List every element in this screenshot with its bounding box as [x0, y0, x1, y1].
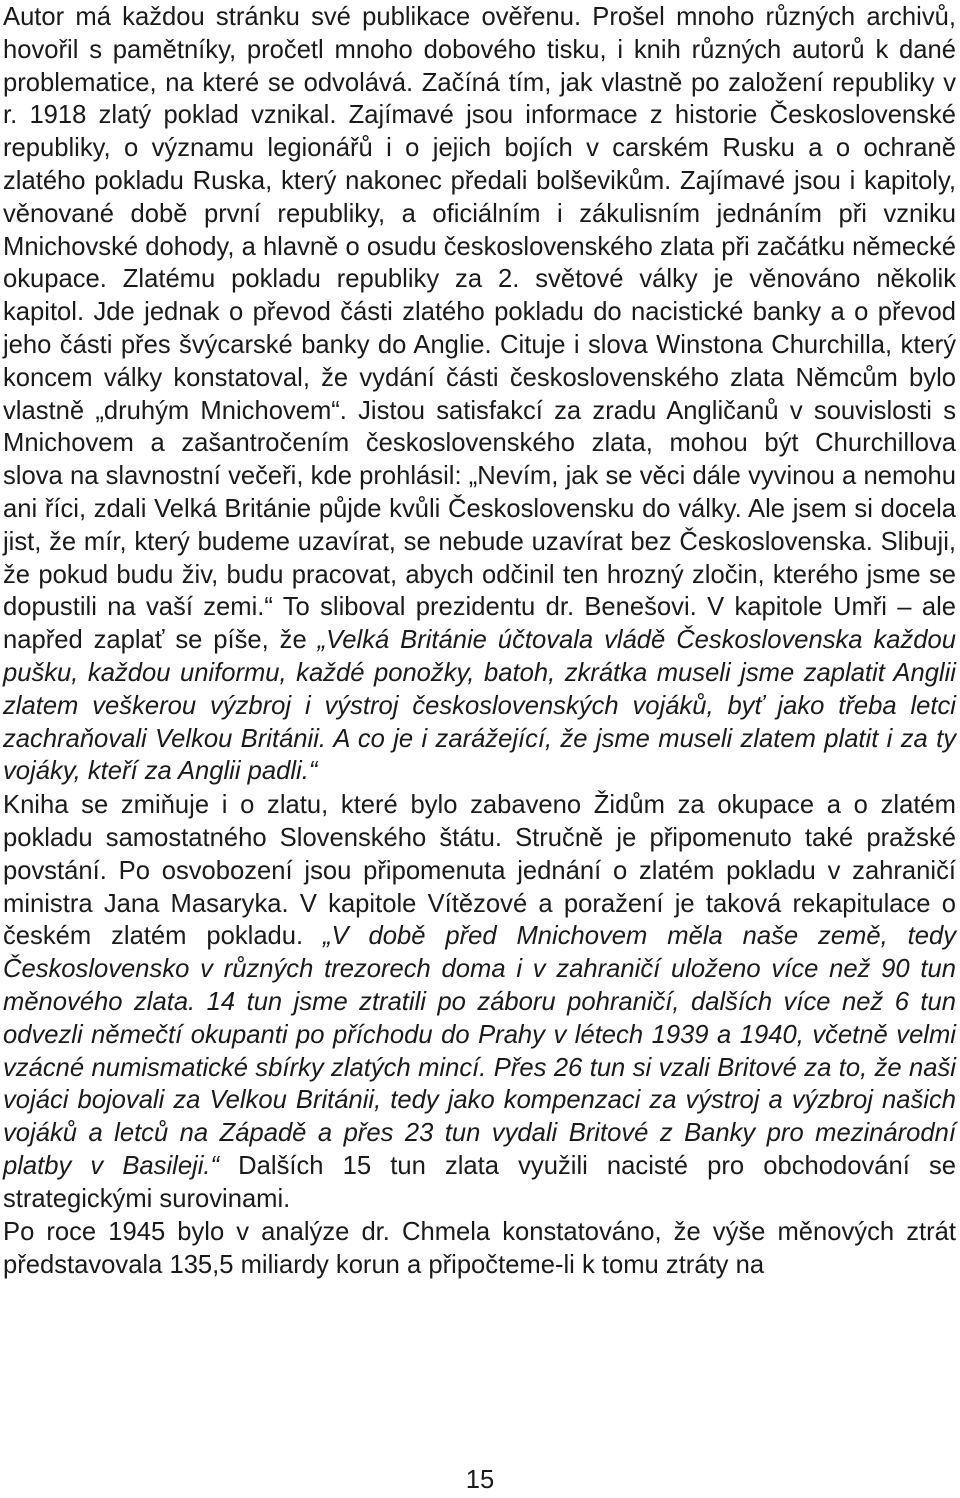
- page-number: 15: [465, 1466, 495, 1494]
- paragraph-1: [3, 0, 956, 788]
- paragraph-1-quote: „Velká Británie účtovala vládě Československa každou pušku, každou uniformu, každé ponožky, batoh, zkrátka museli jsme zaplatit Anglii zlatem veškerou výzbroj i výstroj československých vojáků, byť jako třeba letci zachraňovali Velkou Británii. A co je i zarážející, že jsme museli zlatem platit i za ty vojáky, kteří za Anglii padli.“: [3, 626, 956, 786]
- paragraph-2-tail: Dalších 15 tun zlata využili nacisté pro obchodování se strategickými surovinami.: [3, 1151, 956, 1213]
- paragraph-1-text: Autor má každou stránku své publikace ověřenu. Prošel mnoho různých archivů, hovořil s pamětníky, pročetl mnoho dobového tisku, i knih různých autorů k dané problematice, na které se odvolává. Začíná tím, jak vlastně po založení republiky v r. 1918 zlatý poklad vznikal. Zajímavé jsou informace z historie Československé republiky, o významu legionářů i o jejich bojích v carském Rusku a o ochraně zlatého pokladu Ruska, který nakonec předali bolševikům. Zajímavé jsou i kapitoly, věnované době první republiky, a oficiálním i zákulisním jednáním při vzniku Mnichovské dohody, a hlavně o osudu československého zlata při začátku německé okupace. Zlatému pokladu republiky za 2. světové války je věnováno několik kapitol. Jde jednak o převod části zlatého pokladu do nacistické banky a o převod jeho části přes švýcarské banky do Anglie. Cituje i slova Winstona Churchilla, který koncem války konstatoval, že vydání části československého zlata Němcům bylo vlastně „druhým Mnichovem“. Jistou satisfakcí za zradu Angličanů v souvislosti s Mnichovem a zašantročením československého zlata, mohou být Churchillova slova na slavnostní večeři, kde prohlásil: „Nevím, jak se věci dále vyvinou a nemohu ani říci, zdali Velká Británie půjde kvůli Československu do války. Ale jsem si docela jist, že mír, který budeme uzavírat, se nebude uzavírat bez Československa. Slibuji, že pokud budu živ, budu pracovat, abych odčinil ten hrozný zločin, kterého jsme se dopustili na vaší zemi.“ To sliboval prezidentu dr. Benešovi. V kapitole Umři – ale napřed zaplať se píše, že: [3, 3, 956, 655]
- paragraph-3: [3, 1215, 956, 1282]
- paragraph-3-text: Po roce 1945 bylo v analýze dr. Chmela konstatováno, že výše měnových ztrát představovala 135,5 miliardy korun a připočteme-li k tomu ztráty na: [3, 1218, 956, 1280]
- paragraph-2-text: Kniha se zmiňuje i o zlatu, které bylo zabaveno Židům za okupace a o zlatém pokladu samostatného Slovenského štátu. Stručně je připomenuto také pražské povstání. Po osvobození jsou připomenuta jednání o zlatém pokladu v zahraničí ministra Jana Masaryka. V kapitole Vítězové a poražení je taková rekapitulace o českém zlatém pokladu.: [3, 791, 956, 951]
- document-page: [3, 0, 956, 1282]
- paragraph-2: [3, 788, 956, 1215]
- paragraph-2-quote: „V době před Mnichovem měla naše země, tedy Československo v různých trezorech doma i v zahraničí uloženo více než 90 tun měnového zlata. 14 tun jsme ztratili po záboru pohraničí, dalších více než 6 tun odvezli němečtí okupanti po příchodu do Prahy v létech 1939 a 1940, včetně velmi vzácné numismatické sbírky zlatých mincí. Přes 26 tun si vzali Britové za to, že naši vojáci bojovali za Velkou Británii, tedy jako kompenzaci za výstroj a výzbroj našich vojáků a letců na Západě a přes 23 tun vydali Britové z Banky pro mezinárodní platby v Basileji.“: [3, 922, 956, 1180]
